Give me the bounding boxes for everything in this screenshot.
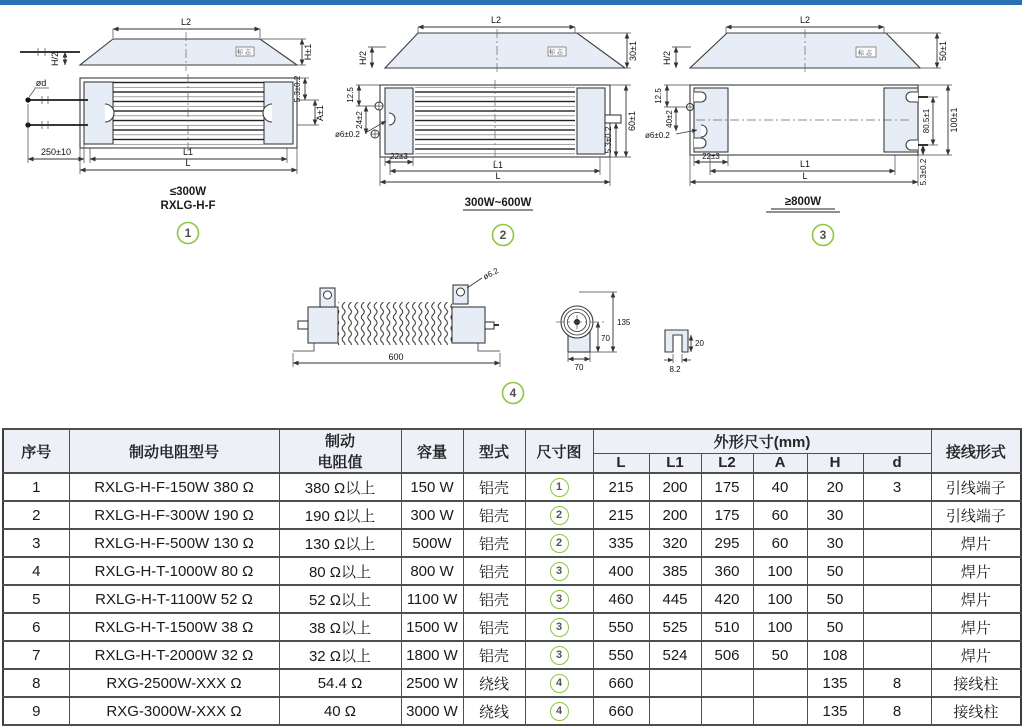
- cell-no: 3: [3, 529, 69, 557]
- diagram-3-caption: ≥800W: [784, 196, 822, 208]
- cell-no: 8: [3, 669, 69, 697]
- cell-L2: 510: [701, 613, 753, 641]
- cell-L1: 200: [649, 473, 701, 501]
- dim-label-l1: L1: [799, 159, 811, 169]
- cell-wiring: 焊片: [931, 641, 1021, 669]
- cell-resistance: 32 Ω以上: [279, 641, 401, 669]
- header-dim-L: L: [593, 453, 649, 473]
- cell-L2: [701, 697, 753, 725]
- dim-label-8-2: 8.2: [669, 365, 681, 374]
- diagram-2-caption: 300W~600W: [464, 197, 532, 209]
- cell-L1: 385: [649, 557, 701, 585]
- cell-model: RXLG-H-T-1000W 80 Ω: [69, 557, 279, 585]
- cell-resistance: 380 Ω以上: [279, 473, 401, 501]
- cell-no: 6: [3, 613, 69, 641]
- dim-label-lead-dia: ød: [35, 78, 47, 88]
- cell-H: 30: [807, 529, 863, 557]
- dim-label-l1: L1: [492, 160, 504, 170]
- cell-model: RXLG-H-F-500W 130 Ω: [69, 529, 279, 557]
- dim-label-hole-dia: ø6±0.2: [645, 131, 670, 140]
- cell-wiring: 接线柱: [931, 697, 1021, 725]
- dim-label-l: L: [185, 158, 191, 168]
- cell-A: [753, 669, 807, 697]
- table-row: [3, 501, 1021, 529]
- cell-wiring: 焊片: [931, 585, 1021, 613]
- cell-type: 铝壳: [463, 585, 525, 613]
- dim-label-5-3: 5.3±0.2: [293, 75, 302, 103]
- cell-model: RXG-3000W-XXX Ω: [69, 697, 279, 725]
- table-row: [3, 557, 1021, 585]
- diagram-badge: 3: [550, 562, 569, 581]
- dim-label-22: 22±3: [702, 152, 720, 161]
- diagram-badge: 2: [550, 534, 569, 553]
- dim-label-20: 20: [695, 339, 704, 348]
- dim-label-h-half: H/2: [50, 51, 60, 67]
- dim-label-lead-len: 250±10: [41, 147, 71, 157]
- mount-slot: [694, 138, 706, 148]
- cell-d: [863, 501, 931, 529]
- cell-H: 30: [807, 501, 863, 529]
- header-resistance-line2: 电阻值: [317, 454, 363, 471]
- cell-wiring: 焊片: [931, 613, 1021, 641]
- header-resistance: [279, 429, 401, 473]
- cell-A: 50: [753, 641, 807, 669]
- cell-H: 135: [807, 697, 863, 725]
- cell-d: [863, 529, 931, 557]
- header-no: 序号: [3, 429, 69, 473]
- spec-table: [2, 428, 1022, 726]
- dim-label-l: L: [495, 171, 501, 181]
- header-dim-L2: L2: [701, 453, 753, 473]
- cell-L1: [649, 669, 701, 697]
- dim-label-50: 50±1: [938, 41, 948, 61]
- diagram-3-badge-number: 3: [819, 228, 827, 242]
- cell-diagram: [525, 613, 593, 641]
- dim-label-h-half: H/2: [358, 50, 368, 66]
- cell-d: [863, 557, 931, 585]
- terminal-stub: [605, 115, 621, 123]
- cell-H: 50: [807, 613, 863, 641]
- cell-capacity: 2500 W: [401, 669, 463, 697]
- dim-label-60: 60±1: [627, 111, 637, 131]
- cell-A: 60: [753, 529, 807, 557]
- table-row: [3, 641, 1021, 669]
- cell-wiring: 焊片: [931, 557, 1021, 585]
- cell-capacity: 800 W: [401, 557, 463, 585]
- cell-diagram: [525, 501, 593, 529]
- cell-d: [863, 585, 931, 613]
- cell-H: 50: [807, 585, 863, 613]
- cell-L1: 524: [649, 641, 701, 669]
- cell-resistance: 52 Ω以上: [279, 585, 401, 613]
- end-cap: [452, 307, 485, 343]
- cell-diagram: [525, 585, 593, 613]
- side-view-body: [385, 33, 625, 68]
- header-model: 制动电阻型号: [69, 429, 279, 473]
- cell-H: 108: [807, 641, 863, 669]
- cell-model: RXLG-H-F-150W 380 Ω: [69, 473, 279, 501]
- cell-no: 7: [3, 641, 69, 669]
- diagram-badge: 4: [550, 702, 569, 721]
- cell-type: 铝壳: [463, 529, 525, 557]
- dim-label-l2: L2: [490, 15, 502, 25]
- table-body: [3, 473, 1021, 725]
- diagram-2-resistor-medium: [335, 14, 665, 254]
- dim-label-h-half: H/2: [662, 50, 672, 66]
- cell-capacity: 1100 W: [401, 585, 463, 613]
- cell-type: 铝壳: [463, 613, 525, 641]
- header-wiring: 接线形式: [931, 429, 1021, 473]
- diagram-badge: 3: [550, 618, 569, 637]
- coil-winding: [338, 302, 452, 345]
- nameplate-label: 标志: [857, 51, 875, 57]
- header-resistance-line1: 制动: [324, 433, 355, 450]
- cell-model: RXLG-H-T-2000W 32 Ω: [69, 641, 279, 669]
- cell-no: 4: [3, 557, 69, 585]
- cell-type: 铝壳: [463, 473, 525, 501]
- cell-L2: 360: [701, 557, 753, 585]
- cell-A: [753, 697, 807, 725]
- mount-slot: [906, 140, 918, 150]
- cell-wiring: 引线端子: [931, 501, 1021, 529]
- cell-model: RXLG-H-T-1100W 52 Ω: [69, 585, 279, 613]
- cell-capacity: 150 W: [401, 473, 463, 501]
- cell-L: 660: [593, 697, 649, 725]
- cell-type: 绕线: [463, 669, 525, 697]
- diagram-badge: 3: [550, 590, 569, 609]
- cell-resistance: 190 Ω以上: [279, 501, 401, 529]
- cell-L2: 506: [701, 641, 753, 669]
- cell-capacity: 300 W: [401, 501, 463, 529]
- cell-capacity: 1800 W: [401, 641, 463, 669]
- cell-no: 5: [3, 585, 69, 613]
- cell-d: 3: [863, 473, 931, 501]
- cell-A: 60: [753, 501, 807, 529]
- table-row: [3, 697, 1021, 725]
- cell-diagram: [525, 697, 593, 725]
- cell-L: 550: [593, 641, 649, 669]
- cell-model: RXLG-H-T-1500W 38 Ω: [69, 613, 279, 641]
- dim-label-l2: L2: [799, 15, 811, 25]
- cell-A: 100: [753, 585, 807, 613]
- dim-label-30: 30±1: [628, 41, 638, 61]
- diagram-badge: 2: [550, 506, 569, 525]
- cell-d: [863, 641, 931, 669]
- dim-label-12-5: 12.5: [654, 88, 663, 104]
- diagram-badge: 3: [550, 646, 569, 665]
- cell-no: 9: [3, 697, 69, 725]
- nameplate-label: 标志: [236, 50, 254, 56]
- cell-L1: 445: [649, 585, 701, 613]
- cell-L: 460: [593, 585, 649, 613]
- header-dim-d: d: [863, 453, 931, 473]
- dim-label-135: 135: [617, 318, 631, 327]
- dim-label-100: 100±1: [949, 107, 959, 133]
- cell-L: 660: [593, 669, 649, 697]
- cell-L1: 525: [649, 613, 701, 641]
- header-dim-L1: L1: [649, 453, 701, 473]
- terminal-hole: [324, 291, 332, 299]
- table-row: [3, 473, 1021, 501]
- diagram-3-resistor-large: [645, 14, 1022, 254]
- dim-label-12-5: 12.5: [346, 87, 355, 103]
- cell-type: 绕线: [463, 697, 525, 725]
- cell-L: 400: [593, 557, 649, 585]
- dim-label-hole-dia: ø6±0.2: [335, 130, 360, 139]
- diagram-badge: 4: [550, 674, 569, 693]
- diagram-1-resistor-small: [8, 14, 345, 254]
- cell-resistance: 80 Ω以上: [279, 557, 401, 585]
- cell-wiring: 焊片: [931, 529, 1021, 557]
- header-diagram: 尺寸图: [525, 429, 593, 473]
- cell-H: 20: [807, 473, 863, 501]
- cell-resistance: 40 Ω: [279, 697, 401, 725]
- cell-capacity: 3000 W: [401, 697, 463, 725]
- table-row: [3, 585, 1021, 613]
- spec-table-wrap: [2, 428, 1022, 726]
- dim-label-width-70: 70: [574, 363, 584, 372]
- header-dimensions-group: 外形尺寸(mm): [593, 429, 931, 453]
- dim-label-l2: L2: [180, 17, 192, 27]
- table-row: [3, 669, 1021, 697]
- cell-L2: 420: [701, 585, 753, 613]
- dim-label-80-5: 80.5±1: [922, 108, 931, 134]
- cell-L2: 175: [701, 473, 753, 501]
- cell-model: RXG-2500W-XXX Ω: [69, 669, 279, 697]
- dim-label-hole-dia: ø6.2: [481, 266, 501, 282]
- cell-type: 铝壳: [463, 501, 525, 529]
- cell-L2: 175: [701, 501, 753, 529]
- cell-L: 215: [593, 473, 649, 501]
- header-capacity: 容量: [401, 429, 463, 473]
- cell-A: 100: [753, 613, 807, 641]
- cell-wiring: 接线柱: [931, 669, 1021, 697]
- dim-label-h: H±1: [303, 43, 313, 61]
- dim-label-l: L: [802, 171, 808, 181]
- cell-diagram: [525, 557, 593, 585]
- cell-resistance: 130 Ω以上: [279, 529, 401, 557]
- diagram-badge: 1: [550, 478, 569, 497]
- end-cap: [308, 307, 338, 343]
- cell-d: [863, 613, 931, 641]
- cell-type: 铝壳: [463, 641, 525, 669]
- dim-label-a: A±1: [315, 105, 325, 121]
- cell-L1: 200: [649, 501, 701, 529]
- cell-no: 1: [3, 473, 69, 501]
- cell-capacity: 500W: [401, 529, 463, 557]
- diagram-4-wirewound-resistor: [270, 265, 730, 415]
- cell-model: RXLG-H-F-300W 190 Ω: [69, 501, 279, 529]
- dim-label-40: 40±2: [665, 110, 674, 128]
- header-dim-H: H: [807, 453, 863, 473]
- cell-H: 50: [807, 557, 863, 585]
- cell-L: 550: [593, 613, 649, 641]
- table-row: [3, 613, 1021, 641]
- dim-label-24: 24±2: [355, 111, 364, 129]
- cell-d: 8: [863, 697, 931, 725]
- side-view-body: [80, 39, 297, 65]
- cell-resistance: 54.4 Ω: [279, 669, 401, 697]
- cell-L2: 295: [701, 529, 753, 557]
- cell-resistance: 38 Ω以上: [279, 613, 401, 641]
- dim-label-height-70: 70: [601, 334, 610, 343]
- diagram-1-caption-model: RXLG-H-F: [160, 200, 216, 212]
- diagram-1-badge-number: 1: [184, 226, 192, 240]
- terminal-hole: [457, 288, 465, 296]
- cell-L1: [649, 697, 701, 725]
- header-dim-A: A: [753, 453, 807, 473]
- cell-A: 100: [753, 557, 807, 585]
- mount-slot: [906, 92, 918, 102]
- cell-capacity: 1500 W: [401, 613, 463, 641]
- cell-diagram: [525, 473, 593, 501]
- diagram-4-badge-number: 4: [509, 386, 517, 400]
- cell-diagram: [525, 669, 593, 697]
- fins: [113, 80, 264, 146]
- cell-L1: 320: [649, 529, 701, 557]
- terminal-stub: [485, 322, 494, 329]
- mount-slot: [694, 92, 706, 102]
- table-row: [3, 529, 1021, 557]
- cell-wiring: 引线端子: [931, 473, 1021, 501]
- cell-L: 335: [593, 529, 649, 557]
- header-type: 型式: [463, 429, 525, 473]
- dim-label-5-3: 5.3±0.2: [919, 158, 928, 186]
- cell-type: 铝壳: [463, 557, 525, 585]
- top-accent-bar: [0, 0, 1022, 5]
- cell-diagram: [525, 641, 593, 669]
- cell-L2: [701, 669, 753, 697]
- nameplate-label: 标志: [548, 50, 566, 56]
- cell-A: 40: [753, 473, 807, 501]
- dim-label-22: 22±3: [390, 152, 408, 161]
- dim-label-l1: L1: [182, 147, 194, 157]
- bracket-detail: [665, 330, 688, 352]
- diagram-1-caption-power: ≤300W: [169, 186, 207, 198]
- cell-H: 135: [807, 669, 863, 697]
- dim-label-length: 600: [388, 352, 404, 362]
- cell-L: 215: [593, 501, 649, 529]
- terminal-stub: [298, 321, 308, 329]
- cell-diagram: [525, 529, 593, 557]
- cell-no: 2: [3, 501, 69, 529]
- dim-label-5-3: 5.3±0.2: [604, 126, 613, 154]
- cell-d: 8: [863, 669, 931, 697]
- diagram-2-badge-number: 2: [499, 228, 507, 242]
